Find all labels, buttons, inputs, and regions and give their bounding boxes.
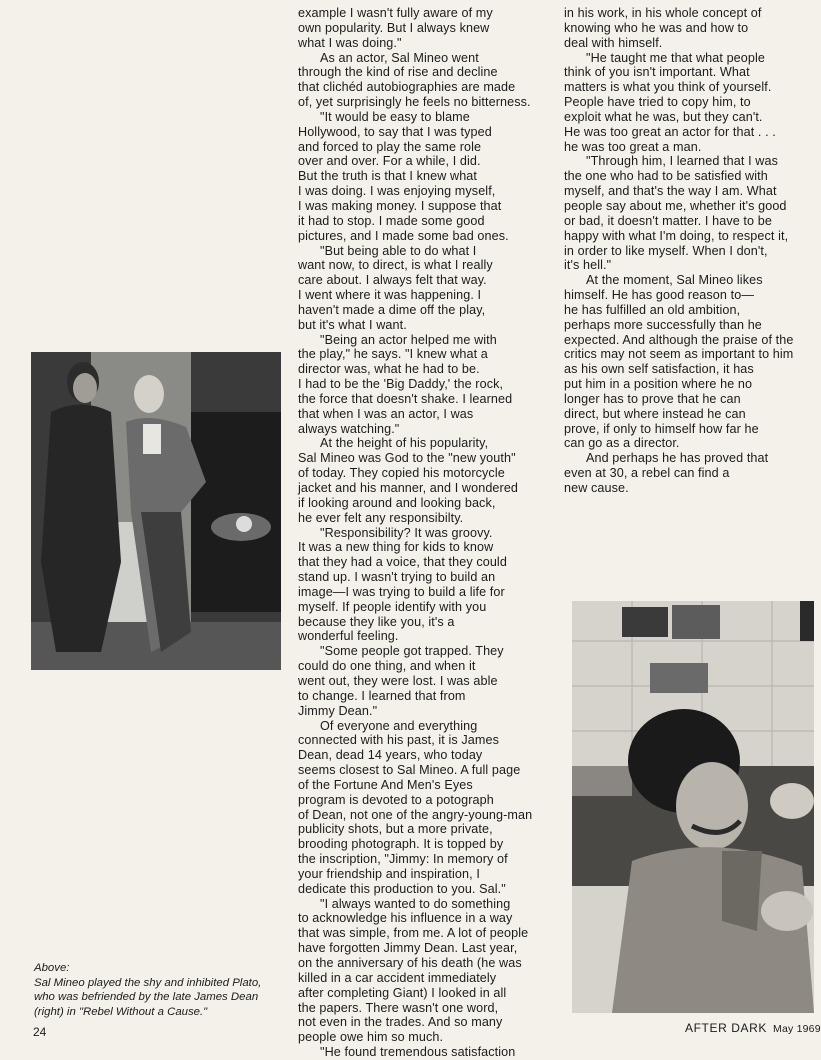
paragraph: At the height of his popularity, Sal Mineo was God to the "new youth" of today. They copied his motorcycle jacket and his manner, and I wondered if looking around and looking back, he ever felt any responsibilty. <box>298 436 519 525</box>
paragraph: "He found tremendous satisfaction <box>320 1045 516 1060</box>
paragraph: "He taught me that what people think of you isn't important. What matters is what you think of yourself. People have tried to copy him, to exploit what he was, but they can't. He was too great an actor for that . . . he was too great a man. <box>564 50 776 154</box>
paragraph: in his work, in his whole concept of knowing who he was and how to deal with himself. <box>564 6 762 50</box>
paragraph: example I wasn't fully aware of my own popularity. But I always knew what I was doing." <box>298 6 493 50</box>
paragraph: As an actor, Sal Mineo went through the kind of rise and decline that clichéd autobiographies are made of, yet surprisingly he feels no bitterness. <box>298 50 531 110</box>
issue-date: May 1969 <box>773 1023 821 1035</box>
paragraph: "Responsibility? It was groovy. It was a new thing for kids to know that they had a voice, that they could stand up. I wasn't trying to build an image—I was trying to build a life for myself. If people identify with you because they like you, it's a wonderful feeling. <box>298 525 507 644</box>
article-middle-column <box>298 6 546 1060</box>
photo-caption <box>34 961 289 1019</box>
article-right-column <box>564 6 814 496</box>
paragraph: "Some people got trapped. They could do one thing, and when it went out, they were lost. I was able to change. I learned that from Jimmy Dean." <box>298 644 504 718</box>
paragraph: Of everyone and everything connected with his past, it is James Dean, dead 14 years, who today seems closest to Sal Mineo. A full page of the Fortune And Men's Eyes program is devoted to a potograph of Dean, not one of the angry-young-man publicity shots, but a more private, brooding photograph. It is topped by the inscription, "Jimmy: In memory of your friendship and inspiration, I dedicate this production to you. Sal." <box>298 718 533 896</box>
paragraph: "Being an actor helped me with the play," he says. "I knew what a director was, what he had to be. I had to be the 'Big Daddy,' the rock, the force that doesn't shake. I learned that when I was an actor, I was always watching." <box>298 332 513 436</box>
photo-right-drawing <box>572 601 814 1013</box>
caption-text: Sal Mineo played the shy and inhibited Plato, who was befriended by the late James Dean (right) in "Rebel Without a Cause." <box>34 976 262 1018</box>
photo-rebel-without-a-cause <box>31 352 281 670</box>
caption-label: Above: <box>34 962 70 974</box>
paragraph: And perhaps he has proved that even at 30, a rebel can find a new cause. <box>564 451 769 495</box>
photo-sal-mineo-smiling <box>572 601 814 1013</box>
paragraph: "It would be easy to blame Hollywood, to say that I was typed and forced to play the same role over and over. For a while, I did. But the truth is that I knew what I was doing. I was enjoying myself, I was making money. I suppose that it had to stop. I made some good pictures, and I made some bad ones. <box>298 109 509 243</box>
page-number: 24 <box>33 1025 47 1039</box>
photo-left-drawing <box>31 352 281 670</box>
paragraph: At the moment, Sal Mineo likes himself. He has good reason to— he has fulfilled an old ambition, perhaps more successfully than he expected. And although the praise of the critics may not seem as important to him as his own self satisfaction, it has put him in a position where he no longer has to prove that he can direct, but where instead he can prove, if only to himself how far he can go as a director. <box>564 273 794 451</box>
page-footer <box>685 1021 821 1035</box>
paragraph: "Through him, I learned that I was the one who had to be satisfied with myself, and that's the way I am. What people say about me, whether it's good or bad, it doesn't matter. I have to be happy with what I'm doing, to respect it, in order to like myself. When I don't, it's hell." <box>564 154 789 273</box>
paragraph: "But being able to do what I want now, to direct, is what I really care about. I always felt that way. I went where it was happening. I haven't made a dime off the play, but it's what I want. <box>298 243 493 332</box>
magazine-name: AFTER DARK <box>685 1021 768 1035</box>
paragraph: "I always wanted to do something to acknowledge his influence in a way that was simple, from me. A lot of people have forgotten Jimmy Dean. Last year, on the anniversary of his death (he was killed in a car accident immediately after completing Giant) I looked in all the papers. There wasn't one word, not even in the trades. And so many people owe him so much. <box>298 896 529 1045</box>
